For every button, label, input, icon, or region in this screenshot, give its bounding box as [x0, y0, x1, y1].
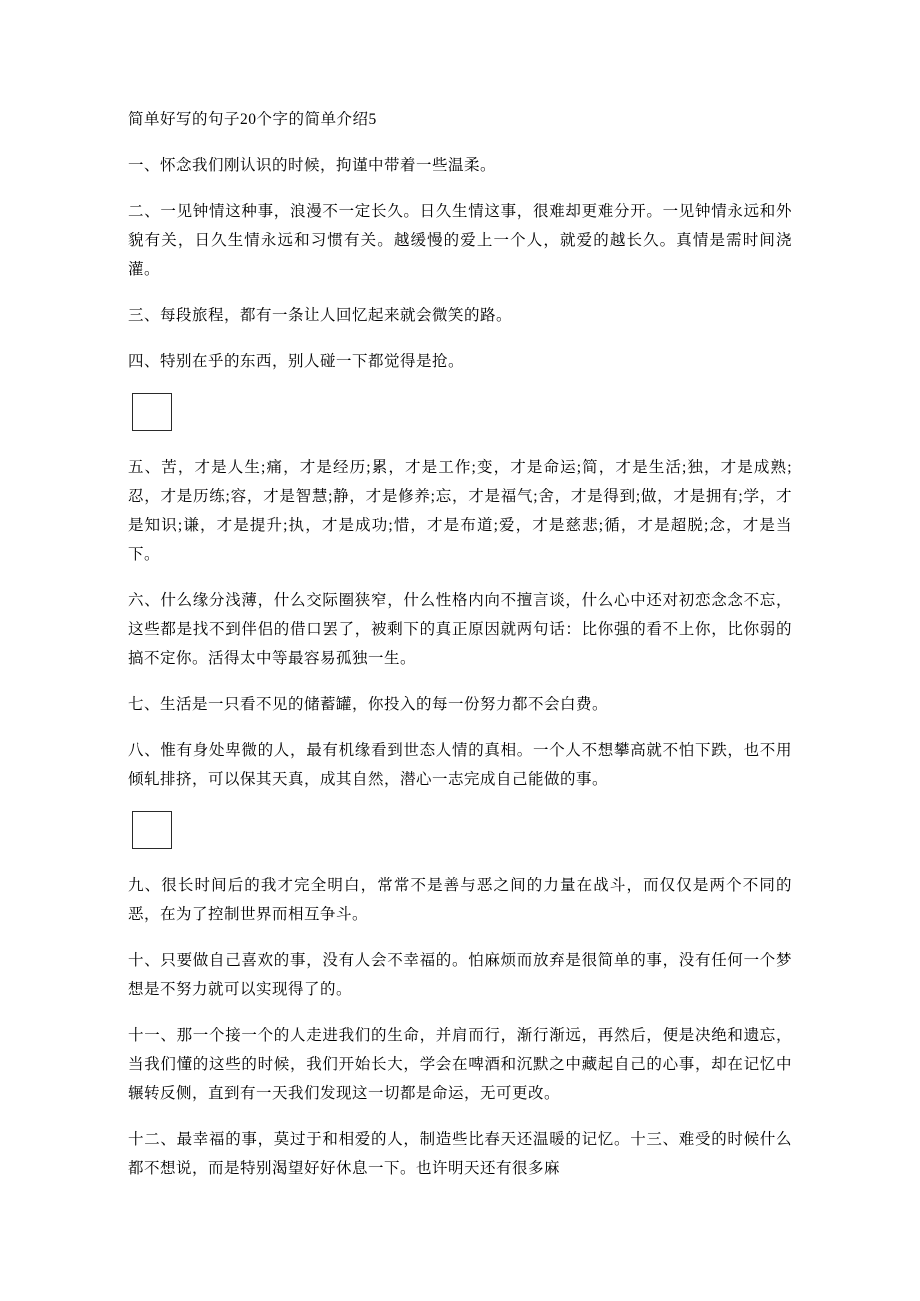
paragraph: 五、苦，才是人生;痛，才是经历;累，才是工作;变，才是命运;简，才是生活;独，才是成熟;忍，才是历练;容，才是智慧;静，才是修养;忘，才是福气;舍，才是得到;做，才是拥有;学，才是知识;谦，才是提升;执，才是成功;惜，才是布道;爱，才是慈悲;循，才是超脱;念，才是当下。	[128, 459, 792, 563]
paragraph: 三、每段旅程，都有一条让人回忆起来就会微笑的路。	[128, 307, 513, 324]
paragraph: 六、什么缘分浅薄，什么交际圈狭窄，什么性格内向不擅言谈，什么心中还对初恋念念不忘，这些都是找不到伴侣的借口罢了，被剩下的真正原因就两句话：比你强的看不上你，比你弱的搞不定你。活得太中等最容易孤独一生。	[128, 592, 792, 667]
paragraph: 十一、那一个接一个的人走进我们的生命，并肩而行，渐行渐远，再然后，便是决绝和遗忘，当我们懂的这些的时候，我们开始长大，学会在啤酒和沉默之中藏起自己的心事，却在记忆中辗转反侧，直到有一天我们发现这一切都是命运，无可更改。	[128, 1027, 792, 1102]
paragraph: 九、很长时间后的我才完全明白，常常不是善与恶之间的力量在战斗，而仅仅是两个不同的恶，在为了控制世界而相互争斗。	[128, 877, 792, 923]
paragraph: 十、只要做自己喜欢的事，没有人会不幸福的。怕麻烦而放弃是很简单的事，没有任何一个梦想是不努力就可以实现得了的。	[128, 952, 792, 998]
document-body	[128, 151, 792, 1183]
broken-image-placeholder	[132, 393, 172, 431]
paragraph: 四、特别在乎的东西，别人碰一下都觉得是抢。	[128, 353, 465, 370]
paragraph: 七、生活是一只看不见的储蓄罐，你投入的每一份努力都不会白费。	[128, 696, 609, 713]
paragraph: 八、惟有身处卑微的人，最有机缘看到世态人情的真相。一个人不想攀高就不怕下跌，也不用倾轧排挤，可以保其天真，成其自然，潜心一志完成自己能做的事。	[128, 742, 792, 788]
paragraph: 十二、最幸福的事，莫过于和相爱的人，制造些比春天还温暖的记忆。十三、难受的时候什么都不想说，而是特别渴望好好休息一下。也许明天还有很多麻	[128, 1131, 792, 1177]
broken-image-placeholder	[132, 811, 172, 849]
paragraph: 一、怀念我们刚认识的时候，拘谨中带着一些温柔。	[128, 157, 497, 174]
document-title: 简单好写的句子20个字的简单介绍5	[128, 111, 377, 128]
paragraph: 二、一见钟情这种事，浪漫不一定长久。日久生情这事，很难却更难分开。一见钟情永远和外貌有关，日久生情永远和习惯有关。越缓慢的爱上一个人，就爱的越长久。真情是需时间浇灌。	[128, 203, 792, 278]
